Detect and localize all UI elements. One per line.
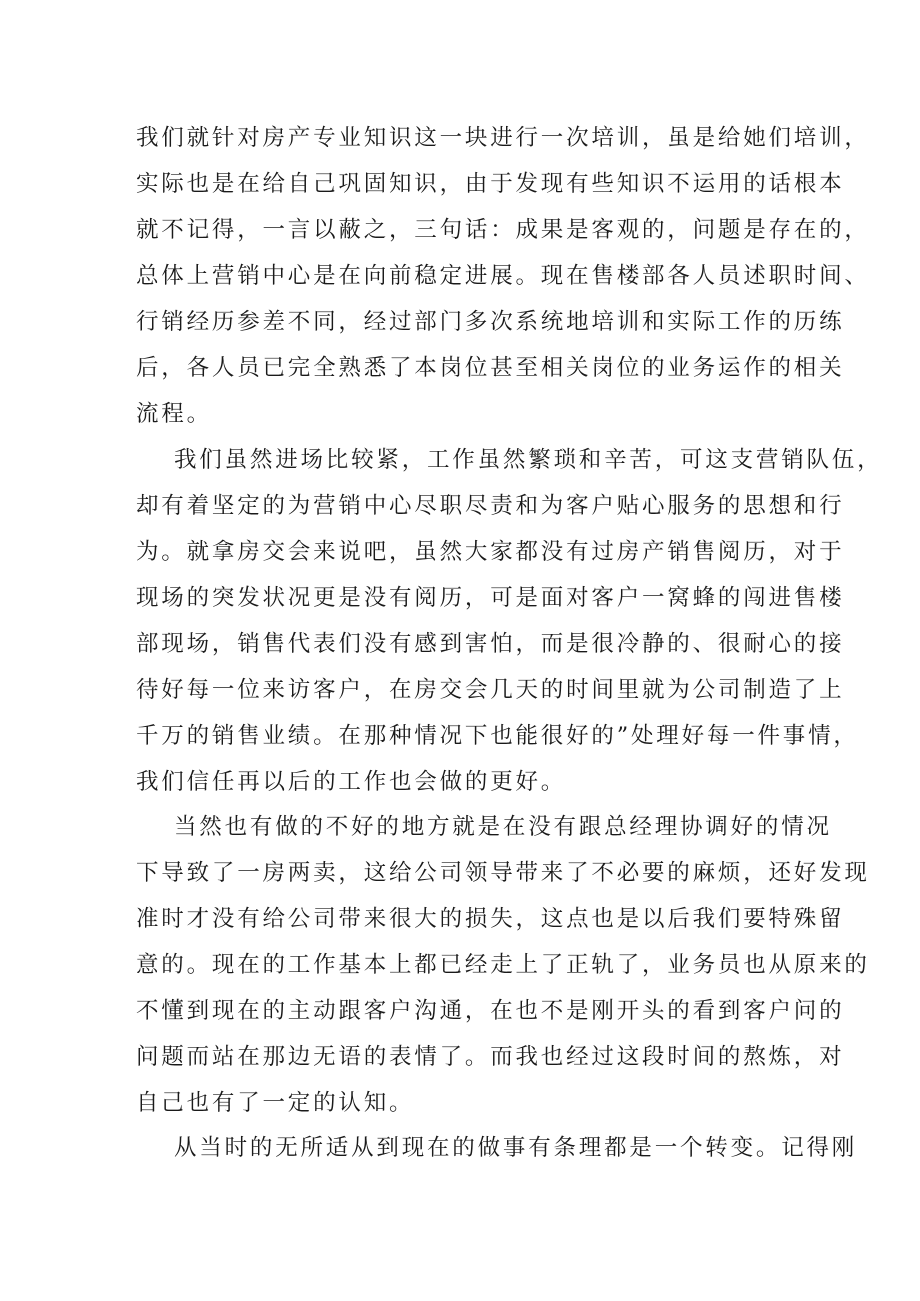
paragraph-3 (136, 804, 870, 1126)
paragraph-line: 后，各人员已完全熟悉了本岗位甚至相关岗位的业务运作的相关 (136, 355, 845, 381)
paragraph-line: 下导致了一房两卖，这给公司领导带来了不必要的麻烦，还好发现 (136, 860, 870, 886)
paragraph-line: 当然也有做的不好的地方就是在没有跟总经理协调好的情况 (174, 814, 832, 840)
paragraph-line: 准时才没有给公司带来很大的损失，这点也是以后我们要特殊留 (136, 906, 845, 932)
paragraph-line: 总体上营销中心是在向前稳定进展。现在售楼部各人员述职时间、 (136, 263, 870, 289)
paragraph-line: 不懂到现在的主动跟客户沟通，在也不是刚开头的看到客户问的 (136, 998, 845, 1024)
paragraph-line: 现场的突发状况更是没有阅历，可是面对客户一窝蜂的闯进售楼 (136, 585, 845, 611)
paragraph-2 (136, 437, 883, 805)
paragraph-line: 问题而站在那边无语的表情了。而我也经过这段时间的熬炼，对 (136, 1044, 845, 1070)
paragraph-line: 流程。 (136, 401, 212, 427)
paragraph-line: 我们就针对房产专业知识这一块进行一次培训，虽是给她们培训， (136, 125, 870, 151)
paragraph-4 (136, 1125, 858, 1171)
paragraph-line: 我们信任再以后的工作也会做的更好。 (136, 769, 567, 795)
paragraph-line: 待好每一位来访客户，在房交会几天的时间里就为公司制造了上 (136, 677, 845, 703)
paragraph-1 (136, 115, 870, 437)
paragraph-line: 行销经历参差不同，经过部门多次系统地培训和实际工作的历练 (136, 309, 845, 335)
paragraph-line: 却有着坚定的为营销中心尽职尽责和为客户贴心服务的思想和行 (136, 493, 845, 519)
paragraph-line: 实际也是在给自己巩固知识，由于发现有些知识不运用的话根本 (136, 171, 845, 197)
paragraph-line: 自己也有了一定的认知。 (136, 1090, 415, 1116)
paragraph-line: 为。就拿房交会来说吧，虽然大家都没有过房产销售阅历，对于 (136, 539, 845, 565)
paragraph-line: 千万的销售业绩。在那种情况下也能很好的”处理好每一件事情， (136, 723, 859, 749)
paragraph-line: 从当时的无所适从到现在的做事有条理都是一个转变。记得刚 (174, 1135, 858, 1161)
paragraph-line: 部现场，销售代表们没有感到害怕，而是很冷静的、很耐心的接 (136, 631, 845, 657)
paragraph-line: 意的。现在的工作基本上都已经走上了正轨了，业务员也从原来的 (136, 952, 870, 978)
paragraph-line: 我们虽然进场比较紧，工作虽然繁琐和辛苦，可这支营销队伍， (174, 447, 883, 473)
paragraph-line: 就不记得，一言以蔽之，三句话：成果是客观的，问题是存在的， (136, 217, 870, 243)
